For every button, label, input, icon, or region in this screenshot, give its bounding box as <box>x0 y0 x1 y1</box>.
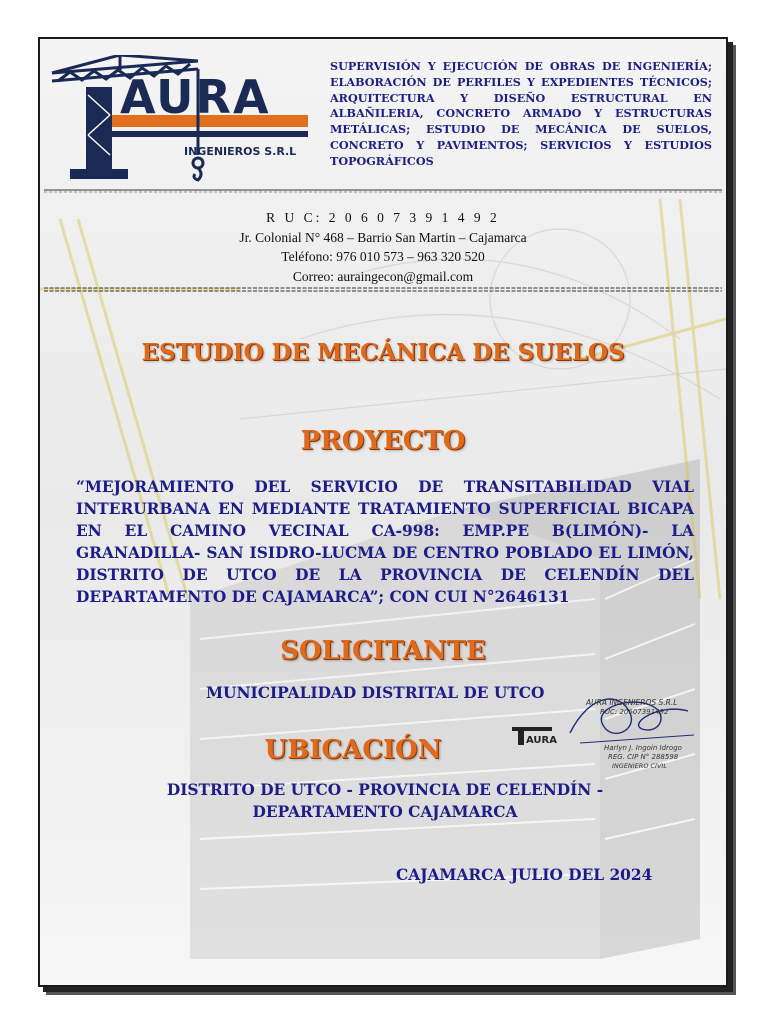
contact-divider <box>44 286 722 294</box>
signature-stamp <box>510 683 700 779</box>
ruc-number: R U C: 2 0 6 0 7 3 9 1 4 9 2 <box>266 210 500 225</box>
contact-block <box>40 208 726 286</box>
document-page <box>38 37 728 987</box>
location-line-2: DEPARTAMENTO CAJAMARCA <box>252 803 518 821</box>
stamp-registration: REG. CIP N° 288598 <box>608 753 679 761</box>
location-line-1: DISTRITO DE UTCO - PROVINCIA DE CELENDÍN - <box>166 781 604 799</box>
svg-text:AURA: AURA <box>526 735 557 746</box>
letterhead <box>40 39 726 189</box>
project-description: “MEJORAMIENTO DEL SERVICIO DE TRANSITABILIDAD VIAL INTERURBANA EN MEDIANTE TRATAMIENTO SUPERFICIAL BICAPA EN EL CAMINO VECINAL CA-998: EMP.PE B(LIMÓN)- LA GRANADILLA- SAN ISIDRO-LUCMA DE CENTRO POBLADO EL LIMÓN, DISTRITO DE UTCO DE LA PROVINCIA DE CELENDÍN DEL DEPARTAMENTO DE CAJAMARCA”; CON CUI N°2646131 <box>76 478 694 606</box>
logo-subtitle: INGENIEROS S.R.L <box>184 145 297 158</box>
header-divider <box>44 187 722 195</box>
applicant-heading: SOLICITANTE <box>280 636 486 666</box>
document-title: ESTUDIO DE MECÁNICA DE SUELOS <box>141 339 625 366</box>
address: Jr. Colonial N° 468 – Barrio San Martin – Cajamarca <box>239 229 527 245</box>
location-heading: UBICACIÓN <box>264 735 442 765</box>
stamp-company: AURA INGENIEROS S.R.L <box>586 698 678 707</box>
company-services: SUPERVISIÓN Y EJECUCIÓN DE OBRAS DE INGENIERÍA; ELABORACIÓN DE PERFILES Y EXPEDIENTES TÉCNICOS; ARQUITECTURA Y DISEÑO ESTRUCTURAL EN ALBAÑILERIA, CONCRETO ARMADO Y ESTRUCTURAS METÁLICAS; ESTUDIO DE MECÁNICA DE SUELOS, CONCRETO Y PAVIMENTOS; SERVICIOS Y ESTUDIOS TOPOGRÁFICOS <box>330 59 712 168</box>
email: Correo: auraingecon@gmail.com <box>292 268 474 284</box>
logo-name: AURA <box>120 70 271 124</box>
applicant-name: MUNICIPALIDAD DISTRITAL DE UTCO <box>206 684 545 702</box>
stamp-signer-name: Harlyn J. Ingoin Idrogo <box>604 744 682 752</box>
stamp-logo-icon <box>512 727 557 746</box>
stamp-role: INGENIERO CIVIL <box>612 762 667 770</box>
aura-logo <box>48 55 318 183</box>
document-date: CAJAMARCA JULIO DEL 2024 <box>396 866 653 884</box>
phone: Teléfono: 976 010 573 – 963 320 520 <box>281 249 485 264</box>
project-heading: PROYECTO <box>300 426 466 456</box>
stamp-ruc: RUC: 20607391492 <box>600 708 669 716</box>
